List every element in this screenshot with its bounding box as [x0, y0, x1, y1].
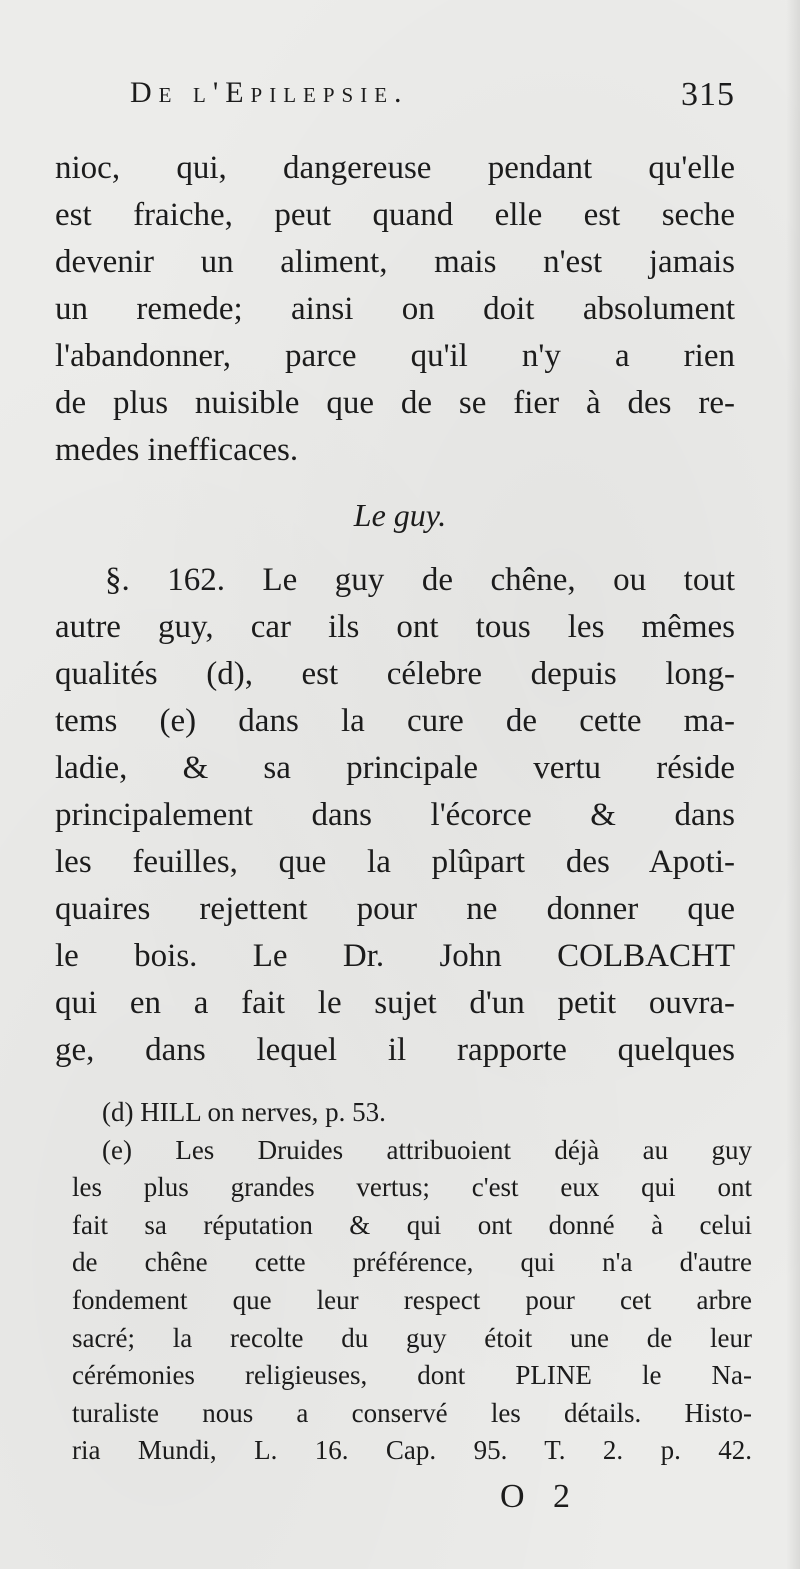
running-head: De l'Epilepsie.	[130, 76, 409, 109]
footnote-line: ria Mundi, L. 16. Cap. 95. T. 2. p. 42.	[72, 1435, 752, 1466]
text-line: nioc, qui, dangereuse pendant qu'elle	[55, 150, 735, 186]
footnote-line: les plus grandes vertus; c'est eux qui ont	[72, 1172, 752, 1203]
text-line: le bois. Le Dr. John COLBACHT	[55, 938, 735, 974]
text-line: ladie, & sa principale vertu réside	[55, 750, 735, 786]
text-line: de plus nuisible que de se fier à des re-	[55, 385, 735, 421]
text-line: autre guy, car ils ont tous les mêmes	[55, 609, 735, 645]
footnote-line: fait sa réputation & qui ont donné à celui	[72, 1209, 752, 1240]
text-line: un remede; ainsi on doit absolument	[55, 291, 735, 327]
footnote-line: fondement que leur respect pour cet arbre	[72, 1284, 752, 1315]
paragraph-162	[55, 557, 735, 1074]
footnote-d: (d) HILL on nerves, p. 53.	[102, 1097, 386, 1127]
text-line: §. 162. Le guy de chêne, ou tout	[105, 562, 735, 598]
text-line: l'abandonner, parce qu'il n'y a rien	[55, 338, 735, 374]
paragraph-continuation	[55, 145, 735, 474]
text-line: qualités (d), est célebre depuis long-	[55, 656, 735, 692]
footnote-line: cérémonies religieuses, dont PLINE le Na-	[72, 1360, 752, 1391]
text-line: les feuilles, que la plûpart des Apoti-	[55, 844, 735, 880]
page-header	[130, 76, 735, 124]
text-line: medes inefficaces.	[55, 432, 299, 468]
footnote-line: sacré; la recolte du guy étoit une de leur	[72, 1322, 752, 1353]
footnote-line: turaliste nous a conservé les détails. Histo-	[72, 1397, 752, 1428]
section-title: Le guy.	[353, 497, 447, 533]
signature-mark: O 2	[499, 1478, 581, 1515]
text-line: principalement dans l'écorce & dans	[55, 797, 735, 833]
text-line: tems (e) dans la cure de cette ma-	[55, 703, 735, 739]
text-line: quaires rejettent pour ne donner que	[55, 891, 735, 927]
text-line: devenir un aliment, mais n'est jamais	[55, 244, 735, 280]
text-line: est fraiche, peut quand elle est seche	[55, 197, 735, 233]
footnote-e: (e) Les Druides attribuoient déjà au guy	[102, 1134, 752, 1165]
footnotes	[72, 1094, 752, 1470]
page-number: 315	[681, 76, 735, 113]
text-line: qui en a fait le sujet d'un petit ouvra-	[55, 985, 735, 1021]
text-line: ge, dans lequel il rapporte quelques	[55, 1032, 735, 1068]
footnote-line: de chêne cette préférence, qui n'a d'autre	[72, 1247, 752, 1278]
